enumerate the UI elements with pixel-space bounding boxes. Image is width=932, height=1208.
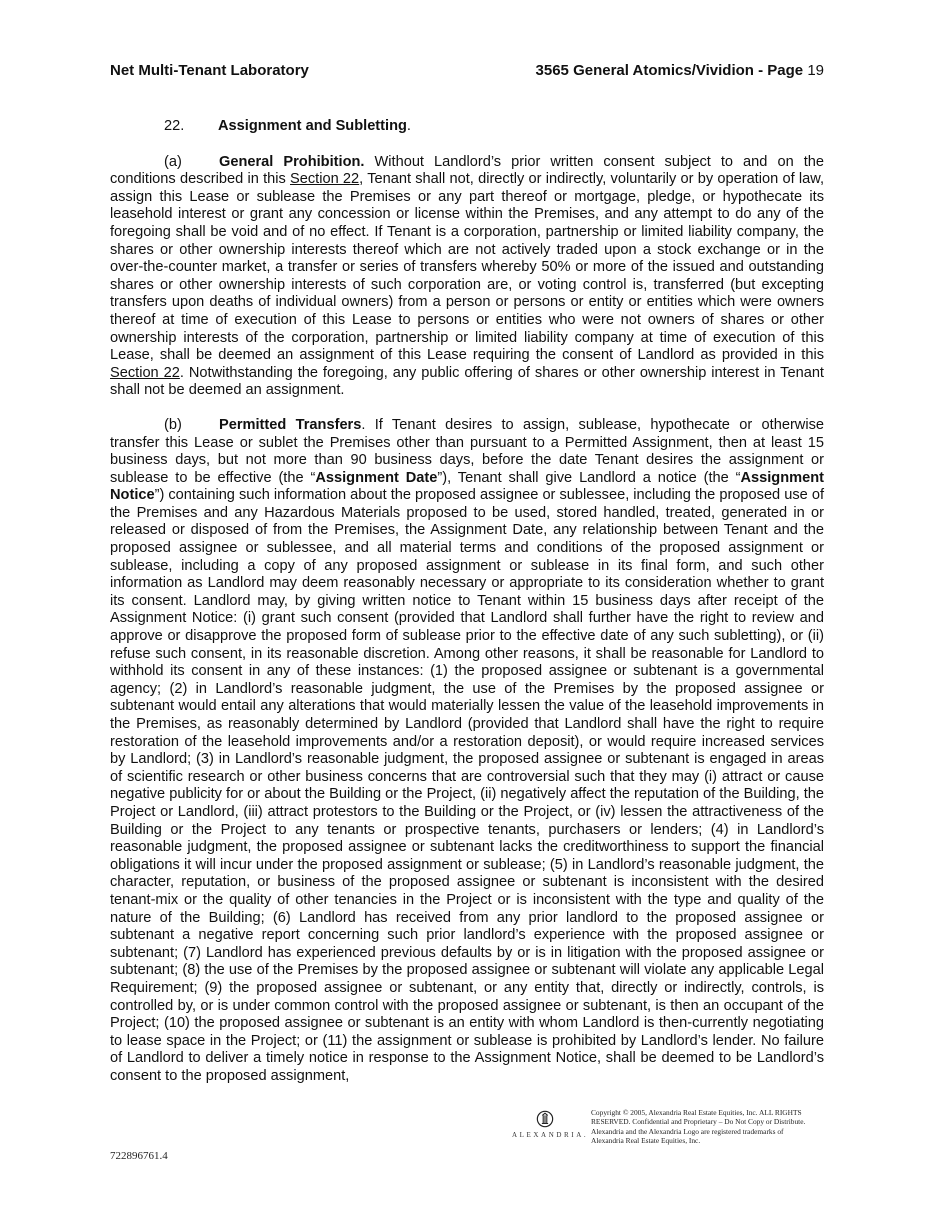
section-heading: [164, 118, 824, 136]
page-header: [110, 62, 824, 82]
header-page-label: 3565 General Atomics/Vividion - Page: [535, 62, 808, 79]
section-reference-link: Section 22: [290, 171, 360, 188]
paragraph-b-text-2: ”), Tenant shall give Landlord a notice (the “: [437, 469, 741, 486]
alexandria-logo-icon: [536, 1110, 554, 1128]
paragraph-a-text-1: Without Landlord’s prior written consent subject to and on the conditions described in this: [110, 153, 825, 188]
defined-term-assignment-date: Assignment Date: [315, 469, 438, 486]
paragraph-b-text-1: . If Tenant desires to assign, sublease, hypothecate or otherwise transfer this Lease or sublet the Premises other than pursuant to a Permitted Assignment, then at least 15 business days, but not more than 90 business days, before the date Tenant desires the assignment or sublease to be effective (the “: [110, 416, 824, 486]
copyright-notice: Copyright © 2005, Alexandria Real Estate Equities, Inc. ALL RIGHTS RESERVED. Confidential and Proprietary – Do Not Copy or Distribute. Alexandria and the Alexandria Logo are registered trademarks of Alexandria Real Estate Equities, Inc.: [591, 1108, 806, 1146]
section-title: Assignment and Subletting: [218, 118, 407, 134]
page-number: 19: [807, 62, 824, 79]
alexandria-logo-wordmark: ALEXANDRIA.: [512, 1131, 589, 1139]
header-page-info: [536, 62, 824, 79]
paragraph-b-label: (b): [164, 416, 182, 433]
alexandria-logo: [512, 1110, 592, 1146]
header-document-title: Net Multi-Tenant Laboratory: [110, 62, 309, 79]
section-number: 22.: [164, 118, 185, 134]
section-title-period: .: [406, 118, 411, 134]
section-reference-link: Section 22: [110, 364, 180, 381]
paragraph-a: [110, 154, 824, 400]
paragraph-a-heading: General Prohibition.: [219, 153, 365, 170]
paragraph-a-text-3: . Notwithstanding the foregoing, any public offering of shares or other ownership interest in Tenant shall not be deemed an assignment.: [110, 364, 824, 399]
paragraph-b-text-3: ”) containing such information about the proposed assignee or sublessee, including the proposed use of the Premises and any Hazardous Materials proposed to be used, stored handled, treated, generated in or released or disposed of from the Premises, the Assignment Date, any relationship between Tenant and the proposed assignee or sublessee, and all material terms and conditions of the proposed assignment or sublease, including a copy of any proposed assignment or sublease in its final form, and such other information as Landlord may deem reasonably necessary or appropriate to its consideration whether to grant its consent. Landlord may, by giving written notice to Tenant within 15 business days after receipt of the Assignment Notice: (i) grant such consent (provided that Landlord shall further have the right to review and approve or disapprove the proposed form of sublease prior to the effective date of any such subletting), or (ii) refuse such consent, in its reasonable discretion. Among other reasons, it shall be reasonable for Landlord to withhold its consent in any of these instances: (1) the proposed assignee or subtenant is a governmental agency; (2) in Landlord’s reasonable judgment, the use of the Premises by the proposed assignee or subtenant would entail any alterations that would materially lessen the value of the leasehold improvements in the Premises, as reasonably determined by Landlord (provided that Landlord shall have the right to require restoration of the leasehold improvements and/or a restoration deposit), or would require increased services by Landlord; (3) in Landlord’s reasonable judgment, the proposed assignee or subtenant is engaged in areas of scientific research or other business concerns that are controversial such that they may (i) attract or cause negative publicity for or about the Building or the Project, (ii) negatively affect the reputation of the Building, the Project or Landlord, (iii) attract protestors to the Building or the Project, or (iv) lessen the attractiveness of the Building or the Project to any tenants or prospective tenants, purchasers or lenders; (4) in Landlord’s reasonable judgment, the proposed assignee or subtenant lacks the creditworthiness to support the financial obligations it will incur under the proposed assignment or sublease; (5) in Landlord’s reasonable judgment, the character, reputation, or business of the proposed assignee or subtenant is inconsistent with the desired tenant-mix or the quality of other tenancies in the Project or is inconsistent with the type and quality of the nature of the Building; (6) Landlord has received from any prior landlord to the proposed assignee or subtenant a negative report concerning such prior landlord’s experience with the proposed assignee or subtenant; (7) Landlord has experienced previous defaults by or is in litigation with the proposed assignee or subtenant; (8) the use of the Premises by the proposed assignee or subtenant will violate any applicable Legal Requirement; (9) the proposed assignee or subtenant, or any entity that, directly or indirectly, controls, is controlled by, or is under common control with the proposed assignee or subtenant, is then an occupant of the Project; (10) the proposed assignee or subtenant is an entity with whom Landlord is then-currently negotiating to lease space in the Project; or (11) the assignment or sublease is prohibited by Landlord’s lender. No failure of Landlord to deliver a timely notice in response to the Assignment Notice, shall be deemed to be Landlord’s consent to the proposed assignment,: [110, 487, 824, 1084]
paragraph-b: [110, 417, 824, 1086]
document-body: [110, 118, 824, 1102]
paragraph-a-text-2: , Tenant shall not, directly or indirectly, voluntarily or by operation of law, assign this Lease or sublease the Premises or any part thereof or mortgage, pledge, or hypothecate its leasehold interest or grant any concession or license within the Premises, and any attempt to do any of the foregoing shall be void and of no effect. If Tenant is a corporation, partnership or limited liability company, the shares or other ownership interests thereof which are not actively traded upon a stock exchange or in the over-the-counter market, a transfer or series of transfers whereby 50% or more of the issued and outstanding shares or other ownership interests of such corporation are, or voting control is, transferred (but excepting transfers upon deaths of individual owners) from a person or persons or entity or entities which were owners thereof at time of execution of this Lease to persons or entities who were not owners of shares or other ownership interests of the corporation, partnership or limited liability company at time of execution of this Lease, shall be deemed an assignment of this Lease requiring the consent of Landlord as provided in this: [110, 171, 825, 364]
paragraph-b-heading: Permitted Transfers: [219, 416, 362, 433]
defined-term-assignment-notice: Assignment Notice: [110, 469, 825, 504]
document-number: 722896761.4: [110, 1150, 168, 1162]
paragraph-a-label: (a): [164, 153, 182, 170]
